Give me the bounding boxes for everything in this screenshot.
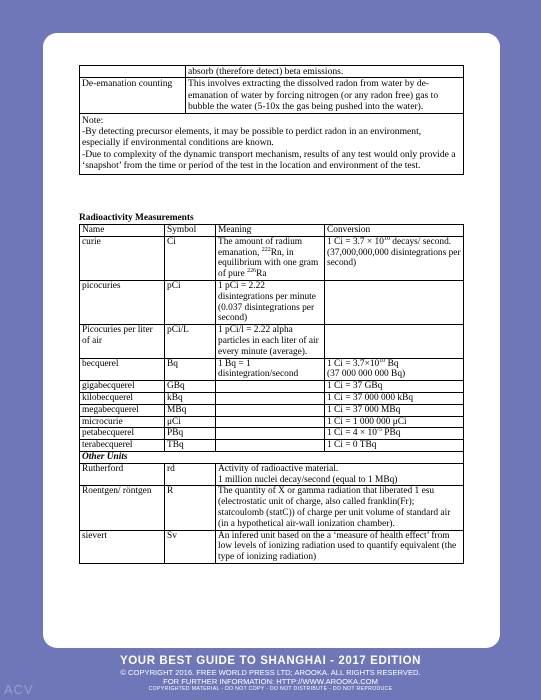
conversion-text: 1 Ci = 3.7 × 10 xyxy=(327,236,384,247)
unit-meaning-cell: 1 pCi = 2.22 disintegrations per minute (0.037 disintegrations per second) xyxy=(216,280,325,324)
conversion-text: PBq xyxy=(381,428,401,439)
method-name-cell: De-emanation counting xyxy=(80,78,186,113)
note-cell xyxy=(80,113,464,174)
meaning-text: The amount of radium emanation, xyxy=(218,236,303,258)
footer-title: YOUR BEST GUIDE TO SHANGHAI - 2017 EDITION xyxy=(119,655,422,667)
column-header: Conversion xyxy=(325,225,464,237)
unit-description-cell: An infered unit based on the a ‘measure of health effect’ from low levels of ionizing radiation used to quantify equivalent (the type of ionizing radiation) xyxy=(216,530,464,563)
table-row xyxy=(80,440,464,452)
table-row xyxy=(80,416,464,428)
unit-conversion-cell: 1 Ci = 0 TBq xyxy=(325,440,464,452)
unit-symbol-cell: Sv xyxy=(165,530,216,563)
unit-meaning-cell xyxy=(216,416,325,428)
conversion-text: decays/ second. xyxy=(389,236,452,247)
unit-symbol-cell: GBq xyxy=(165,381,216,393)
conversion-text: (37,000,000,000 disintegrations per second) xyxy=(327,247,461,269)
page-paper xyxy=(43,33,500,648)
unit-name-cell: petabecquerel xyxy=(80,428,165,440)
unit-symbol-cell: rd xyxy=(165,463,216,486)
unit-meaning-cell: 1 Bq = 1 disintegration/second xyxy=(216,358,325,381)
table-row xyxy=(80,392,464,404)
unit-name-cell: kilobecquerel xyxy=(80,392,165,404)
note-row xyxy=(80,113,464,174)
table-row xyxy=(80,486,464,530)
unit-meaning-cell xyxy=(216,236,325,280)
unit-meaning-cell xyxy=(216,381,325,393)
unit-symbol-cell: pCi xyxy=(165,280,216,324)
method-name-cell xyxy=(80,66,186,78)
unit-symbol-cell: μCi xyxy=(165,416,216,428)
method-desc-cell: This involves extracting the dissolved radon from water by de-emanation of water by forcing nitrogen (or any radon free) gas to bubble the water (5-10x the gas being pushed into the water). xyxy=(186,78,464,113)
conversion-text: (37 000 000 000 Bq) xyxy=(327,369,406,380)
column-header: Meaning xyxy=(216,225,325,237)
unit-symbol-cell: R xyxy=(165,486,216,530)
column-header: Symbol xyxy=(165,225,216,237)
unit-name-cell: gigabecquerel xyxy=(80,381,165,393)
unit-symbol-cell: Bq xyxy=(165,358,216,381)
table-row xyxy=(80,78,464,113)
table-row xyxy=(80,236,464,280)
unit-name-cell: Roentgen/ röntgen xyxy=(80,486,165,530)
conversion-text: 1 Ci = 3.7×10 xyxy=(327,358,380,369)
unit-conversion-cell: 1 Ci = 37 GBq xyxy=(325,381,464,393)
meaning-text: Rn, in equilibrium with one gram of pure xyxy=(218,247,319,280)
table-row xyxy=(80,358,464,381)
unit-name-cell: picocuries xyxy=(80,280,165,324)
unit-name-cell: sievert xyxy=(80,530,165,563)
unit-meaning-cell xyxy=(216,404,325,416)
unit-name-cell: curie xyxy=(80,236,165,280)
superscript: 10 xyxy=(379,357,386,364)
unit-meaning-cell xyxy=(216,392,325,404)
table-row xyxy=(80,381,464,393)
footer-notice: COPYRIGHTED MATERIAL - DO NOT COPY - DO NOT DISTRIBUTE - DO NOT REPRODUCE xyxy=(148,686,393,692)
superscript: 226 xyxy=(247,268,257,275)
other-units-row xyxy=(80,451,464,463)
method-desc-cell: absorb (therefore detect) beta emissions. xyxy=(186,66,464,78)
table-row xyxy=(80,325,464,358)
unit-description-cell: The quantity of X or gamma radiation that liberated 1 esu (electrostatic unit of charge, also called franklin(Fr); statcoulomb (statC)) of charge per unit volume of standard air (in a hypothetical air-wall ionization chamber). xyxy=(216,486,464,530)
unit-name-cell: microcurie xyxy=(80,416,165,428)
description-text: Activity of radioactive material. xyxy=(218,463,339,474)
conversion-text: Bq xyxy=(385,358,399,369)
unit-conversion-cell xyxy=(325,358,464,381)
unit-conversion-cell xyxy=(325,236,464,280)
watermark: ACV xyxy=(4,682,34,697)
note-line: -By detecting precursor elements, it may be possible to perdict radon in an environment, especially if environmental conditions are known. xyxy=(82,126,422,149)
section-title: Radioactivity Measurements xyxy=(79,213,194,223)
unit-name-cell: Picocuries per liter of air xyxy=(80,325,165,358)
table-row xyxy=(80,280,464,324)
note-heading: Note: xyxy=(82,114,104,126)
footer-info-link[interactable]: FOR FURTHER INFORMATION: HTTP://WWW.AROOKA.COM xyxy=(163,677,378,686)
unit-meaning-cell xyxy=(216,440,325,452)
description-text: 1 million nuclei decay/second (equal to 1 MBq) xyxy=(218,474,398,485)
note-line: -Due to complexity of the dynamic transport mechanism, results of any test would only provide a ‘snapshot’ from the time or period of the test in the location and environment of the test. xyxy=(82,148,456,172)
unit-name-cell: becquerel xyxy=(80,358,165,381)
table-row xyxy=(80,66,464,78)
superscript: -5 xyxy=(376,427,382,434)
superscript: 222 xyxy=(261,246,271,253)
table-row xyxy=(80,428,464,440)
radioactivity-table xyxy=(79,224,464,564)
unit-name-cell: megabecquerel xyxy=(80,404,165,416)
superscript: 10 xyxy=(383,235,390,242)
column-header: Name xyxy=(80,225,165,237)
unit-conversion-cell: 1 Ci = 37 000 000 kBq xyxy=(325,392,464,404)
unit-description-cell xyxy=(216,463,464,486)
unit-symbol-cell: Ci xyxy=(165,236,216,280)
unit-symbol-cell: TBq xyxy=(165,440,216,452)
unit-name-cell: Rutherford xyxy=(80,463,165,486)
detection-methods-table xyxy=(79,65,464,175)
unit-symbol-cell: MBq xyxy=(165,404,216,416)
table-header-row xyxy=(80,225,464,237)
unit-conversion-cell xyxy=(325,280,464,324)
unit-conversion-cell xyxy=(325,325,464,358)
unit-name-cell: terabecquerel xyxy=(80,440,165,452)
page-footer xyxy=(0,655,541,693)
table-row xyxy=(80,404,464,416)
meaning-text: Ra xyxy=(256,269,267,280)
unit-meaning-cell xyxy=(216,428,325,440)
unit-symbol-cell: PBq xyxy=(165,428,216,440)
footer-copyright: © COPYRIGHT 2016. FREE WORLD PRESS LTD; AROOKA. ALL RIGHTS RESERVED. xyxy=(120,668,421,677)
unit-symbol-cell: kBq xyxy=(165,392,216,404)
unit-symbol-cell: pCi/L xyxy=(165,325,216,358)
unit-meaning-cell: 1 pCi/l = 2.22 alpha particles in each liter of air every minute (average). xyxy=(216,325,325,358)
unit-conversion-cell xyxy=(325,428,464,440)
conversion-text: 1 Ci = 4 × 10 xyxy=(327,428,377,439)
other-units-label: Other Units xyxy=(80,451,464,463)
unit-conversion-cell: 1 Ci = 37 000 MBq xyxy=(325,404,464,416)
table-row xyxy=(80,530,464,563)
unit-conversion-cell: 1 Ci = 1 000 000 μCi xyxy=(325,416,464,428)
table-row xyxy=(80,463,464,486)
